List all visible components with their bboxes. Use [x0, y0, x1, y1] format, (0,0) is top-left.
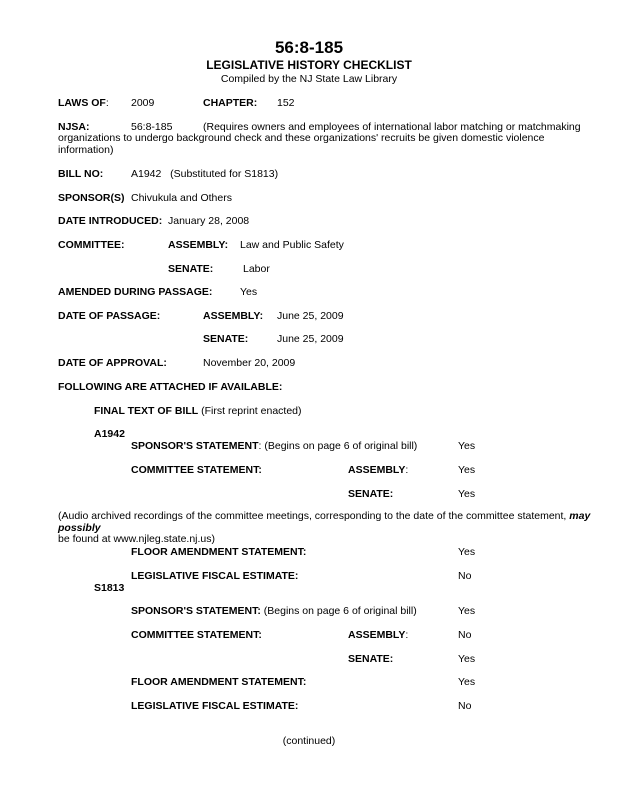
- laws-of-label: LAWS OF:: [58, 97, 109, 109]
- a1942-fiscal-estimate-value: No: [458, 570, 472, 582]
- s1813-committee-assembly-value: No: [458, 629, 472, 641]
- bill-no-label: BILL NO:: [58, 168, 104, 180]
- s1813-committee-senate-label: SENATE:: [348, 653, 394, 665]
- continued-note: (continued): [282, 735, 336, 747]
- a1942-committee-statement: COMMITTEE STATEMENT:: [131, 464, 262, 476]
- date-of-approval-value: November 20, 2009: [203, 357, 296, 369]
- a1942-sponsor-value: Yes: [458, 440, 476, 452]
- committee-senate-label: SENATE:: [168, 263, 214, 275]
- date-introduced-label: DATE INTRODUCED:: [58, 215, 163, 227]
- a1942-committee-senate-value: Yes: [458, 488, 476, 500]
- a1942-heading: A1942: [94, 428, 125, 440]
- s1813-committee-assembly-label: ASSEMBLY:: [348, 629, 409, 641]
- s1813-sponsor-value: Yes: [458, 605, 476, 617]
- a1942-fiscal-estimate: LEGISLATIVE FISCAL ESTIMATE:: [131, 570, 299, 582]
- njsa-citation: 56:8-185: [131, 121, 173, 133]
- s1813-heading: S1813: [94, 582, 125, 594]
- committee-assembly-value: Law and Public Safety: [240, 239, 344, 251]
- committee-label: COMMITTEE:: [58, 239, 125, 251]
- a1942-floor-amendment-value: Yes: [458, 546, 476, 558]
- s1813-fiscal-estimate: LEGISLATIVE FISCAL ESTIMATE:: [131, 700, 299, 712]
- page-subtitle: LEGISLATIVE HISTORY CHECKLIST: [206, 58, 412, 72]
- chapter-label: CHAPTER:: [203, 97, 258, 109]
- date-of-approval-label: DATE OF APPROVAL:: [58, 357, 167, 369]
- amended-label: AMENDED DURING PASSAGE:: [58, 286, 213, 298]
- date-of-passage-label: DATE OF PASSAGE:: [58, 310, 161, 322]
- passage-senate-label: SENATE:: [203, 333, 249, 345]
- a1942-committee-assembly-label: ASSEMBLY:: [348, 464, 409, 476]
- passage-senate-value: June 25, 2009: [277, 333, 344, 345]
- compiled-by: Compiled by the NJ State Law Library: [220, 73, 398, 85]
- s1813-sponsor-statement: SPONSOR'S STATEMENT: (Begins on page 6 of original bill): [131, 605, 417, 617]
- a1942-committee-senate-label: SENATE:: [348, 488, 394, 500]
- audio-archive-note: (Audio archived recordings of the committee meetings, corresponding to the date of the committee statement, may possibly be found at www.njleg.state.nj.us): [58, 510, 591, 545]
- s1813-fiscal-estimate-value: No: [458, 700, 472, 712]
- s1813-floor-amendment: FLOOR AMENDMENT STATEMENT:: [131, 676, 307, 688]
- laws-of-value: 2009: [131, 97, 155, 109]
- njsa-description-continued: organizations to undergo background check and these organizations' recruits be given domestic violence information): [58, 132, 545, 156]
- bill-no-value: A1942 (Substituted for S1813): [131, 168, 279, 180]
- attached-heading: FOLLOWING ARE ATTACHED IF AVAILABLE:: [58, 381, 283, 393]
- amended-value: Yes: [240, 286, 258, 298]
- sponsors-value: Chivukula and Others: [131, 192, 232, 204]
- final-text-of-bill: FINAL TEXT OF BILL (First reprint enacted): [94, 405, 302, 417]
- passage-assembly-value: June 25, 2009: [277, 310, 344, 322]
- s1813-committee-senate-value: Yes: [458, 653, 476, 665]
- s1813-committee-statement: COMMITTEE STATEMENT:: [131, 629, 262, 641]
- s1813-floor-amendment-value: Yes: [458, 676, 476, 688]
- committee-senate-value: Labor: [243, 263, 270, 275]
- a1942-sponsor-statement: SPONSOR'S STATEMENT: (Begins on page 6 of original bill): [131, 440, 418, 452]
- chapter-value: 152: [277, 97, 295, 109]
- committee-assembly-label: ASSEMBLY:: [168, 239, 229, 251]
- a1942-floor-amendment: FLOOR AMENDMENT STATEMENT:: [131, 546, 307, 558]
- page-title: 56:8-185: [274, 38, 344, 57]
- sponsors-label: SPONSOR(S): [58, 192, 125, 204]
- date-introduced-value: January 28, 2008: [168, 215, 250, 227]
- njsa-label: NJSA:: [58, 121, 90, 133]
- passage-assembly-label: ASSEMBLY:: [203, 310, 264, 322]
- a1942-committee-assembly-value: Yes: [458, 464, 476, 476]
- njsa-description-first-line: (Requires owners and employees of international labor matching or matchmaking: [203, 121, 581, 133]
